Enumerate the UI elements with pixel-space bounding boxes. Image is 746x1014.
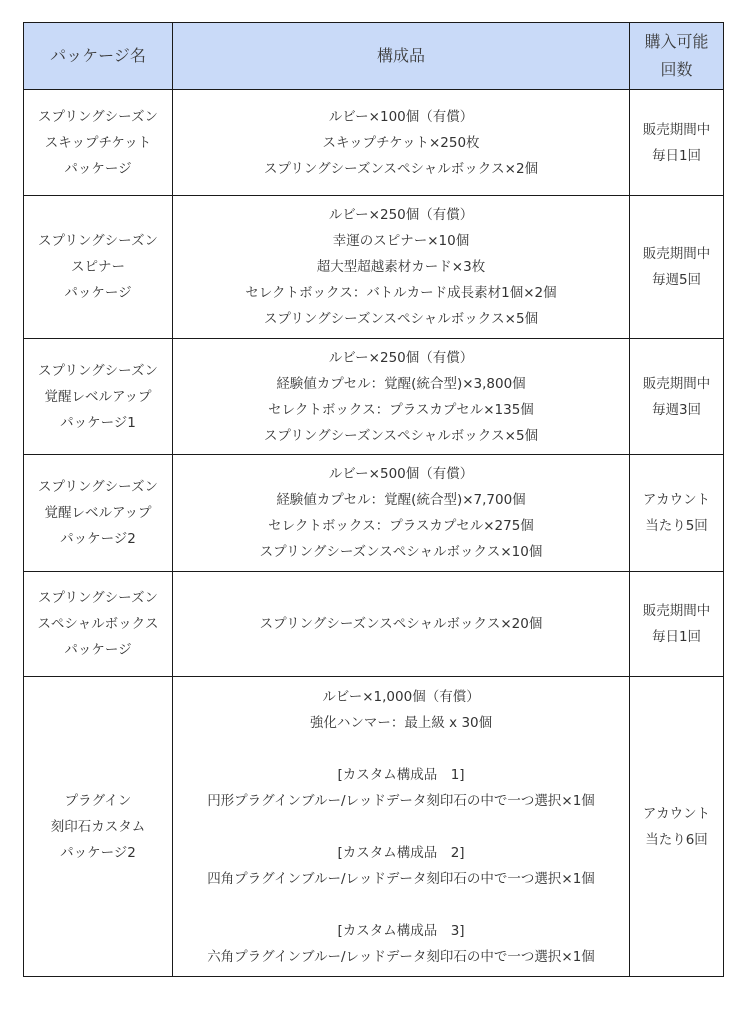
- content-item: 四角プラグインブルー/レッドデータ刻印石の中で一つ選択×1個: [207, 870, 595, 887]
- content-item: スプリングシーズンスペシャルボックス×5個: [263, 311, 539, 327]
- package-name-line: 覚醒レベルアップ: [44, 388, 152, 405]
- content-item: ルビー×250個（有償）: [328, 207, 474, 223]
- table-row: [24, 572, 724, 677]
- package-name-line: パッケージ2: [60, 844, 136, 861]
- package-name-cell: [24, 196, 173, 339]
- table-row: [24, 90, 724, 196]
- package-name-line: スプリングシーズン: [37, 233, 158, 249]
- package-name-cell: [24, 677, 173, 977]
- table-header-row: [24, 23, 724, 90]
- package-name-line: プラグイン: [64, 792, 132, 809]
- purchase-limit-cell: [630, 572, 724, 677]
- contents-cell: [173, 90, 630, 196]
- package-name-line: パッケージ1: [60, 414, 136, 431]
- limit-line: アカウント: [642, 492, 711, 508]
- content-item: 円形プラグインブルー/レッドデータ刻印石の中で一つ選択×1個: [207, 792, 595, 809]
- limit-line: 販売期間中: [642, 375, 711, 392]
- header-label-line1: 購入可能: [644, 32, 709, 51]
- content-item: 幸運のスピナー×10個: [332, 233, 470, 249]
- package-name-line: パッケージ: [64, 642, 132, 658]
- contents-cell: [173, 455, 630, 572]
- package-name-cell: [24, 455, 173, 572]
- package-name-line: スプリングシーズン: [37, 108, 158, 125]
- limit-line: 当たり6回: [645, 831, 708, 848]
- content-item: 超大型超越素材カード×3枚: [316, 259, 486, 275]
- purchase-limit-cell: [630, 339, 724, 455]
- package-name-line: パッケージ: [64, 285, 132, 301]
- limit-line: 当たり5回: [645, 518, 708, 534]
- content-item: ルビー×250個（有償）: [328, 349, 474, 366]
- package-name-line: スペシャルボックス: [37, 616, 159, 632]
- table-row: [24, 339, 724, 455]
- package-name-cell: [24, 90, 173, 196]
- limit-line: アカウント: [642, 805, 711, 822]
- content-item: セレクトボックス：バトルカード成長素材1個×2個: [245, 285, 557, 301]
- content-item: ルビー×100個（有償）: [328, 108, 474, 125]
- custom-item-heading: [カスタム構成品 1]: [337, 766, 465, 783]
- spacer: [177, 892, 625, 918]
- content-item: スプリングシーズンスペシャルボックス×5個: [263, 427, 539, 444]
- contents-cell: [173, 196, 630, 339]
- content-item: セレクトボックス：プラスカプセル×275個: [268, 518, 534, 534]
- package-table: [23, 22, 724, 977]
- package-name-line: スプリングシーズン: [37, 479, 158, 495]
- header-label: パッケージ名: [50, 46, 146, 65]
- table-row: [24, 455, 724, 572]
- spacer: [177, 736, 625, 762]
- package-name-cell: [24, 572, 173, 677]
- content-item: ルビー×1,000個（有償）: [322, 688, 480, 705]
- content-item: スプリングシーズンスペシャルボックス×2個: [263, 160, 539, 177]
- content-item: セレクトボックス：プラスカプセル×135個: [268, 401, 534, 418]
- content-item: スキップチケット×250枚: [322, 134, 480, 151]
- header-contents: [173, 23, 630, 90]
- package-name-line: スプリングシーズン: [37, 362, 158, 379]
- content-item: 経験値カプセル：覚醒(統合型)×3,800個: [276, 375, 526, 392]
- limit-line: 毎日1回: [651, 629, 702, 645]
- package-name-cell: [24, 339, 173, 455]
- limit-line: 毎日1回: [651, 147, 702, 164]
- table-row: [24, 677, 724, 977]
- package-name-line: スプリングシーズン: [37, 590, 158, 606]
- content-item: ルビー×500個（有償）: [328, 466, 474, 482]
- header-purchase-limit: [630, 23, 724, 90]
- purchase-limit-cell: [630, 196, 724, 339]
- limit-line: 販売期間中: [642, 603, 711, 619]
- limit-line: 毎週5回: [651, 272, 702, 288]
- package-name-line: パッケージ: [64, 160, 132, 177]
- header-label-line2: 回数: [660, 60, 693, 79]
- package-name-line: パッケージ2: [60, 531, 136, 547]
- package-name-line: スピナー: [71, 259, 125, 275]
- content-item: 強化ハンマー：最上級 x 30個: [309, 714, 493, 731]
- table-row: [24, 196, 724, 339]
- content-item: 六角プラグインブルー/レッドデータ刻印石の中で一つ選択×1個: [207, 948, 595, 965]
- limit-line: 販売期間中: [642, 246, 711, 262]
- purchase-limit-cell: [630, 90, 724, 196]
- contents-cell: [173, 677, 630, 977]
- content-item: 経験値カプセル：覚醒(統合型)×7,700個: [276, 492, 526, 508]
- limit-line: 毎週3回: [651, 401, 702, 418]
- package-name-line: 刻印石カスタム: [50, 818, 146, 835]
- content-item: スプリングシーズンスペシャルボックス×20個: [259, 616, 543, 632]
- content-item: スプリングシーズンスペシャルボックス×10個: [259, 544, 543, 560]
- custom-item-heading: [カスタム構成品 2]: [337, 844, 465, 861]
- package-name-line: スキップチケット: [44, 134, 152, 151]
- spacer: [177, 814, 625, 840]
- purchase-limit-cell: [630, 677, 724, 977]
- purchase-limit-cell: [630, 455, 724, 572]
- limit-line: 販売期間中: [642, 121, 711, 138]
- package-name-line: 覚醒レベルアップ: [44, 505, 152, 521]
- header-package-name: [24, 23, 173, 90]
- contents-cell: [173, 339, 630, 455]
- contents-cell: [173, 572, 630, 677]
- custom-item-heading: [カスタム構成品 3]: [337, 922, 465, 939]
- header-label: 構成品: [376, 46, 425, 65]
